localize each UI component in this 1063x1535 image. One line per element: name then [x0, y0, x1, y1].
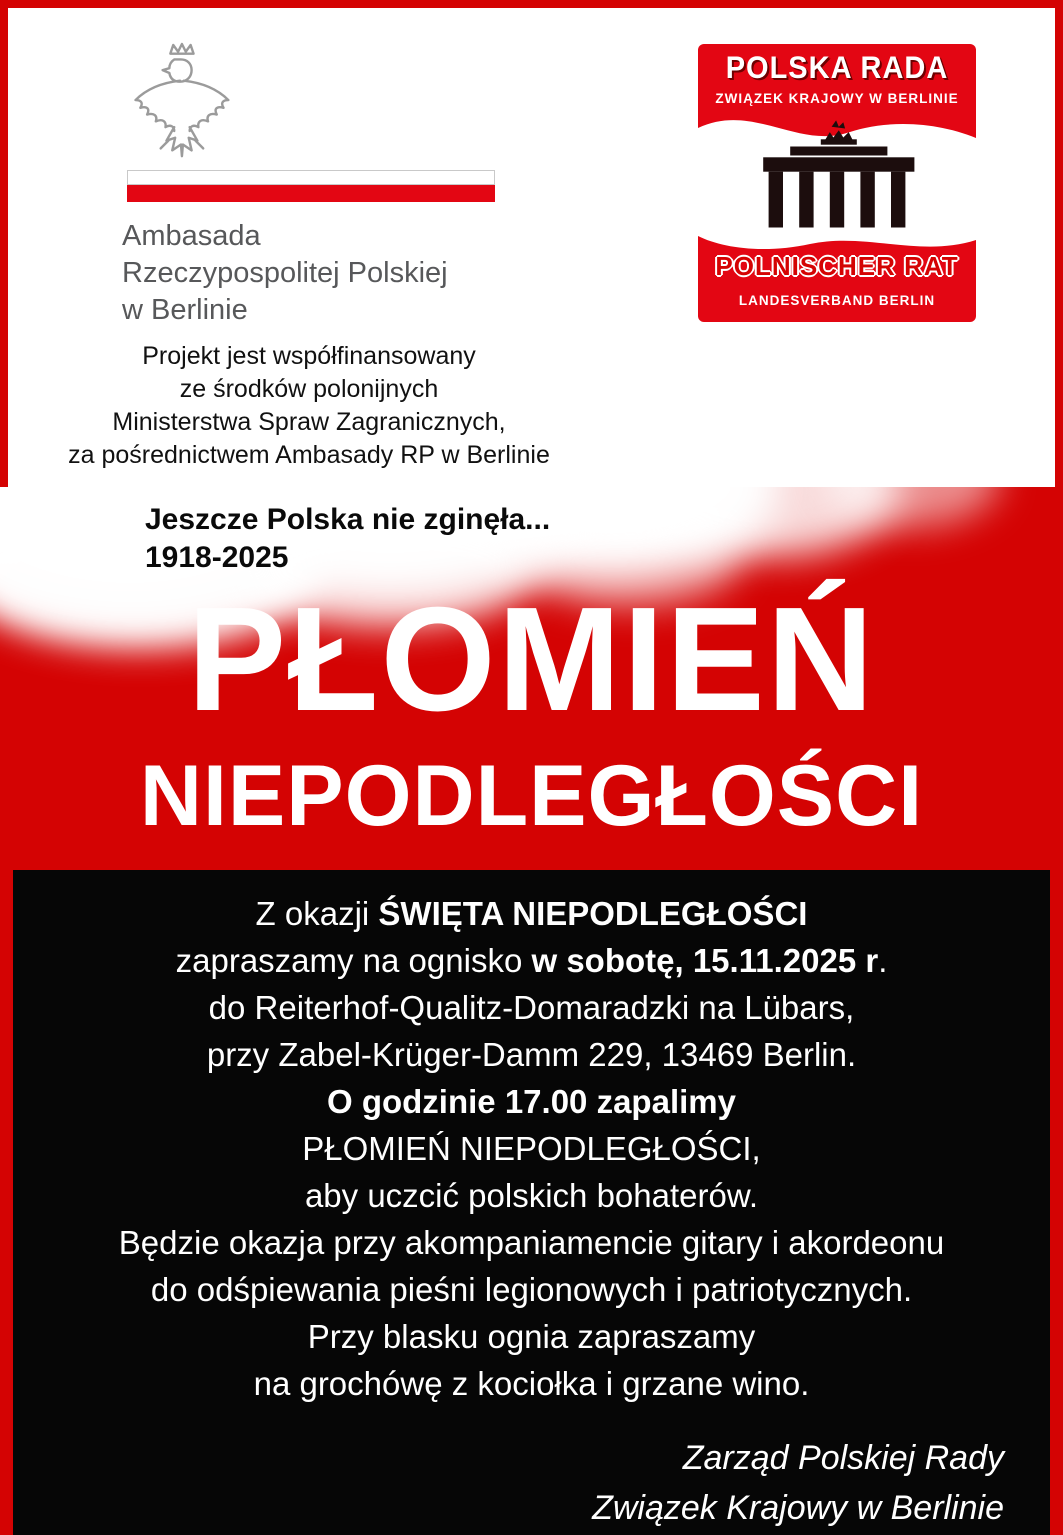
invitation-section	[13, 870, 1050, 1535]
invitation-line: do Reiterhof-Qualitz-Domaradzki na Lübars,	[208, 989, 855, 1026]
funding-note-line: za pośrednictwem Ambasady RP w Berlinie	[68, 441, 550, 469]
motto	[145, 501, 550, 577]
invitation-line: na grochówę z kociołka i grzane wino.	[253, 1365, 810, 1402]
embassy-name-line: Ambasada	[122, 220, 261, 252]
funding-note	[26, 340, 592, 472]
invitation-line: O godzinie 17.00 zapalimy	[327, 1083, 736, 1120]
invitation-line: aby uczcić polskich bohaterów.	[304, 1177, 759, 1214]
invitation-line: do odśpiewania pieśni legionowych i patriotycznych.	[150, 1271, 913, 1308]
signature-line-1: Zarząd Polskiej Rady	[682, 1439, 1004, 1477]
poster-title-line-2: NIEPODLEGŁOŚCI	[139, 748, 924, 844]
invitation-line: Z okazji ŚWIĘTA NIEPODLEGŁOŚCI	[255, 895, 808, 932]
invitation-text	[13, 890, 1050, 1407]
logo-title-pl: POLSKA RADA	[725, 50, 949, 86]
invitation-line: PŁOMIEŃ NIEPODLEGŁOŚCI,	[302, 1130, 761, 1167]
brandenburg-gate-icon	[738, 118, 936, 238]
invitation-line: przy Zabel-Krüger-Damm 229, 13469 Berlin.	[206, 1036, 857, 1073]
funding-note-line: Projekt jest współfinansowany	[142, 342, 476, 370]
motto-line-2: 1918-2025	[145, 541, 289, 574]
poster-title-line-1: PŁOMIEŃ	[187, 577, 876, 742]
invitation-line: Będzie okazja przy akompaniamencie gitary i akordeonu	[118, 1224, 945, 1261]
invitation-line: Przy blasku ognia zapraszamy	[307, 1318, 756, 1355]
funding-note-line: ze środków polonijnych	[179, 375, 439, 403]
polish-flag	[127, 170, 495, 202]
flag-white-stripe	[127, 170, 495, 185]
header-section	[8, 8, 1055, 487]
logo-subtitle-pl: ZWIĄZEK KRAJOWY W BERLINIE	[715, 91, 959, 106]
embassy-name	[122, 218, 448, 329]
logo-subtitle-de: LANDESVERBAND BERLIN	[738, 293, 936, 308]
signature	[13, 1433, 1050, 1533]
embassy-name-line: w Berlinie	[122, 294, 248, 326]
polish-eagle-emblem-icon	[122, 38, 238, 166]
signature-line-2: Związek Krajowy w Berlinie	[592, 1489, 1004, 1527]
eagle-graphic	[122, 38, 238, 166]
embassy-name-line: Rzeczypospolitej Polskiej	[122, 257, 448, 289]
invitation-line: zapraszamy na ognisko w sobotę, 15.11.2025 r.	[175, 942, 888, 979]
flag-red-stripe	[127, 185, 495, 202]
polish-council-logo	[698, 44, 976, 322]
motto-line-1: Jeszcze Polska nie zginęła...	[145, 503, 551, 536]
red-banner	[0, 487, 1063, 870]
logo-title-de: POLNISCHER RAT	[715, 251, 959, 281]
funding-note-line: Ministerstwa Spraw Zagranicznych,	[112, 408, 506, 436]
